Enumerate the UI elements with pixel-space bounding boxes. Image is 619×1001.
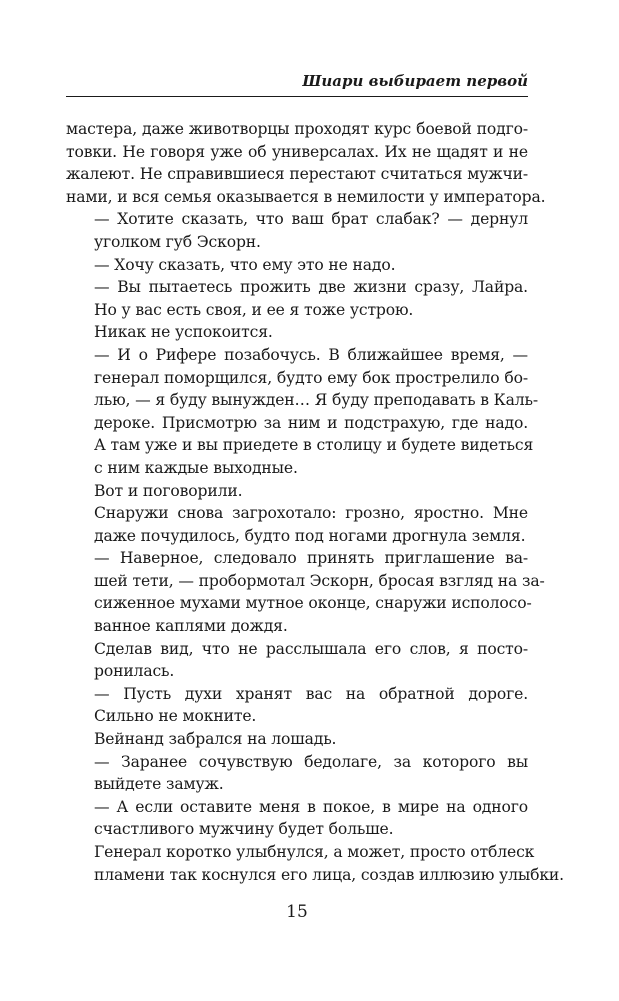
paragraph	[66, 208, 528, 253]
text-line: ронилась.	[94, 662, 175, 681]
text-line: Вейнанд забрался на лошадь.	[94, 730, 337, 749]
text-line: дероке. Присмотрю за ним и подстрахую, где надо.	[94, 413, 528, 432]
text-line: — Заранее сочувствую бедолаге, за которого вы	[94, 752, 528, 771]
paragraph	[66, 683, 528, 728]
text-line: — Хочу сказать, что ему это не надо.	[94, 255, 396, 274]
paragraph	[66, 321, 528, 344]
text-line: — Наверное, следовало принять приглашение ва-	[94, 549, 528, 568]
text-line: с ним каждые выходные.	[94, 458, 298, 477]
paragraph	[66, 638, 528, 683]
paragraph	[66, 276, 528, 321]
text-line: А там уже и вы приедете в столицу и будете видеться	[94, 436, 534, 455]
paragraph	[66, 254, 528, 277]
text-line: Никак не успокоится.	[94, 323, 273, 342]
text-line: Сделав вид, что не расслышала его слов, я посто-	[94, 639, 528, 658]
text-line: Вот и поговорили.	[94, 481, 243, 500]
text-line: мастера, даже животворцы проходят курс боевой подго-	[66, 120, 528, 138]
text-line: — Вы пытаетесь прожить две жизни сразу, Лайра.	[94, 278, 528, 297]
text-line: Генерал коротко улыбнулся, а может, просто отблеск	[94, 843, 535, 861]
text-line: — А если оставите меня в покое, в мире на одного	[94, 797, 528, 816]
paragraph	[66, 344, 538, 480]
paragraph	[66, 547, 545, 637]
text-line: шей тети, — пробормотал Эскорн, бросая взгляд на за-	[94, 571, 545, 590]
text-line: жалеют. Не справившиеся перестают считаться мужчи-	[66, 165, 528, 184]
paragraph	[66, 480, 528, 503]
paragraph	[66, 841, 564, 886]
paragraph	[66, 796, 528, 841]
running-head: Шиари выбирает первой	[302, 72, 528, 90]
text-line: — Хотите сказать, что ваш брат слабак? — дернул	[94, 210, 528, 229]
paragraph	[66, 751, 528, 796]
paragraph	[66, 502, 528, 547]
text-line: Снаружи снова загрохотало: грозно, яростно. Мне	[94, 504, 528, 523]
header-rule	[66, 96, 528, 97]
text-line: ванное каплями дождя.	[94, 617, 288, 636]
text-line: Сильно не мокните.	[94, 707, 257, 726]
text-line: — И о Рифере позабочусь. В ближайшее время, —	[94, 345, 528, 364]
paragraph	[66, 728, 528, 751]
body-text	[66, 118, 564, 886]
text-line: даже почудилось, будто под ногами дрогнула земля.	[94, 526, 526, 545]
paragraph	[66, 118, 546, 208]
text-line: счастливого мужчину будет больше.	[94, 820, 394, 839]
text-line: сиженное мухами мутное оконце, снаружи исполосо-	[94, 594, 532, 613]
page-number: 15	[286, 902, 308, 922]
text-line: нами, и вся семья оказывается в немилости у императора.	[66, 187, 546, 206]
text-line: — Пусть духи хранят вас на обратной дороге.	[94, 684, 528, 703]
text-line: товки. Не говоря уже об универсалах. Их не щадят и не	[66, 142, 528, 161]
text-line: генерал поморщился, будто ему бок прострелило бо-	[94, 368, 528, 387]
text-line: уголком губ Эскорн.	[94, 232, 261, 251]
text-line: выйдете замуж.	[94, 775, 224, 794]
text-line: пламени так коснулся его лица, создав иллюзию улыбки.	[94, 865, 564, 884]
text-line: лью, — я буду вынужден… Я буду преподавать в Каль-	[94, 391, 538, 410]
text-line: Но у вас есть своя, и ее я тоже устрою.	[94, 300, 414, 319]
